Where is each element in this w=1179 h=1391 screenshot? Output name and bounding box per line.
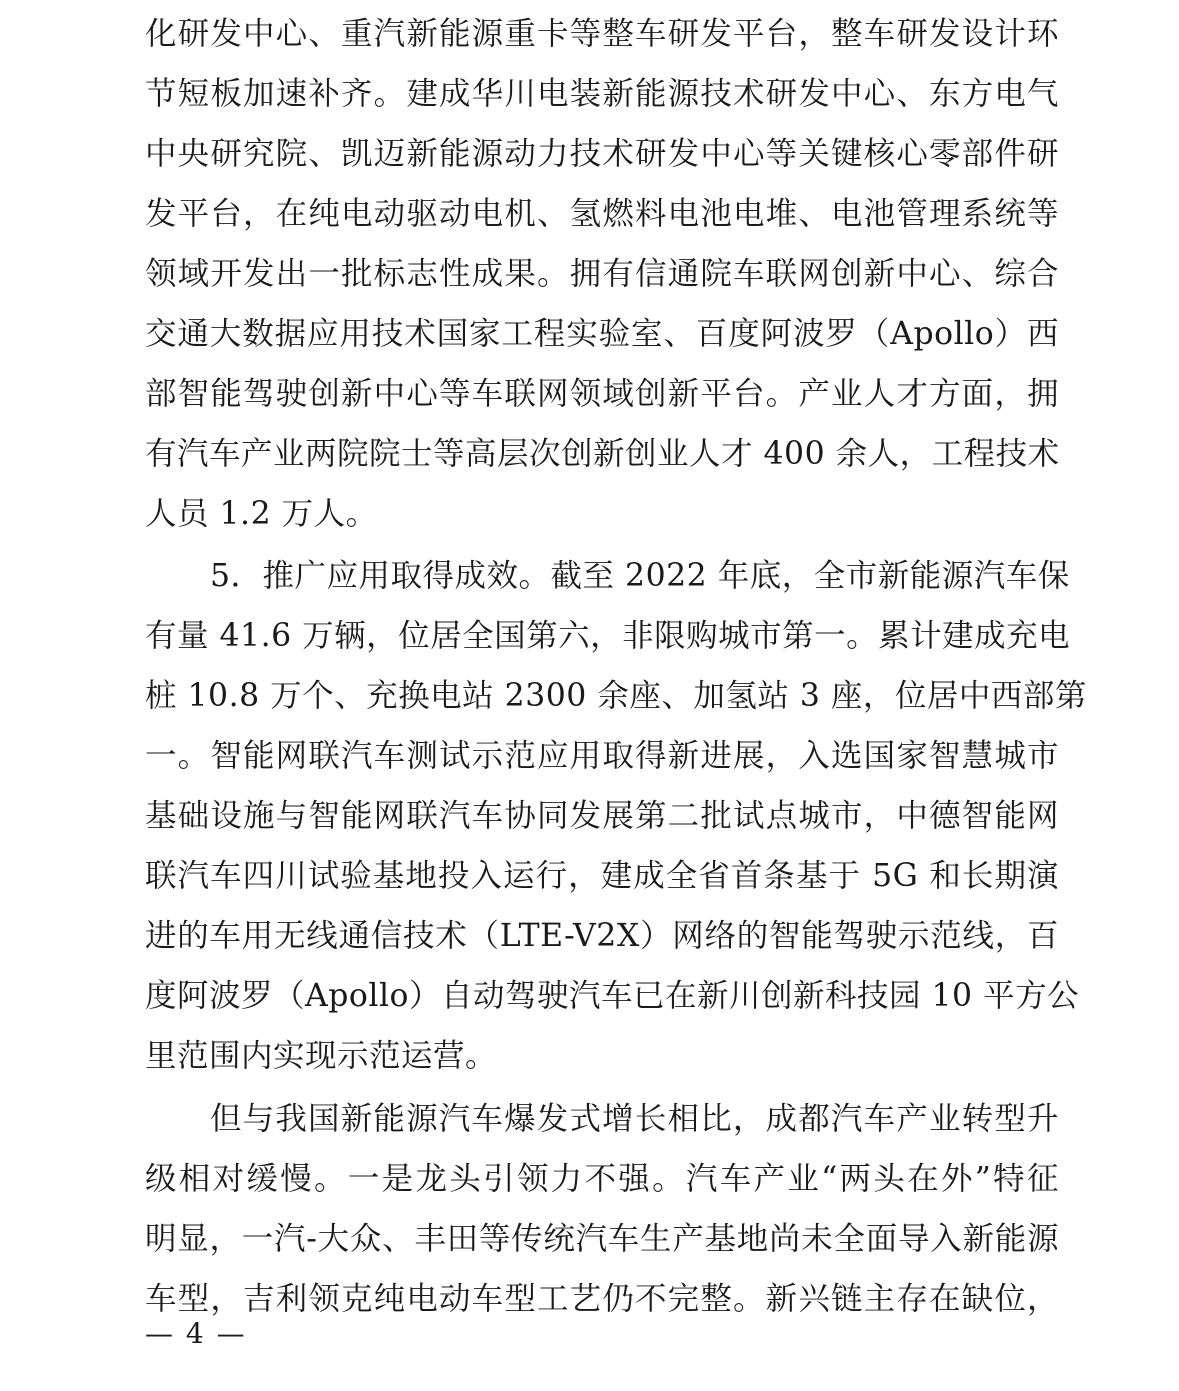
text-line: 部智能驾驶创新中心等车联网领域创新平台。产业人才方面，拥 [145, 376, 1059, 412]
page-number: — 4 — [145, 1317, 247, 1350]
text-line: 有汽车产业两院院士等高层次创新创业人才 400 余人，工程技术 [145, 436, 1060, 472]
text-line: 进的车用无线通信技术（LTE-V2X）网络的智能驾驶示范线，百 [145, 918, 1059, 954]
text-line: 里范围内实现示范运营。 [145, 1038, 498, 1074]
text-line: 交通大数据应用技术国家工程实验室、百度阿波罗（Apollo）西 [145, 316, 1059, 352]
text-line: 发平台，在纯电动驱动电机、氢燃料电池电堆、电池管理系统等 [145, 196, 1059, 232]
text-line: 级相对缓慢。一是龙头引领力不强。汽车产业“两头在外”特征 [145, 1161, 1059, 1197]
text-line: 明显，一汽-大众、丰田等传统汽车生产基地尚未全面导入新能源 [145, 1221, 1059, 1257]
text-line: 中央研究院、凯迈新能源动力技术研发中心等关键核心零部件研 [145, 136, 1059, 172]
paragraph-first-line: 但与我国新能源汽车爆发式增长相比，成都汽车产业转型升 [210, 1101, 1059, 1137]
text-line: 人员 1.2 万人。 [145, 496, 378, 532]
text-line: 基础设施与智能网联汽车协同发展第二批试点城市，中德智能网 [145, 798, 1059, 834]
text-line: 有量 41.6 万辆，位居全国第六，非限购城市第一。累计建成充电 [145, 618, 1071, 654]
text-line: 度阿波罗（Apollo）自动驾驶汽车已在新川创新科技园 10 平方公 [145, 978, 1080, 1014]
text-line: 化研发中心、重汽新能源重卡等整车研发平台，整车研发设计环 [145, 16, 1059, 52]
paragraph-first-line: 5．推广应用取得成效。截至 2022 年底，全市新能源汽车保 [210, 558, 1070, 594]
text-line: 联汽车四川试验基地投入运行，建成全省首条基于 5G 和长期演 [145, 858, 1059, 894]
text-line: 桩 10.8 万个、充换电站 2300 余座、加氢站 3 座，位居中西部第 [145, 678, 1087, 714]
text-line: 车型，吉利领克纯电动车型工艺仍不完整。新兴链主存在缺位， [145, 1281, 1059, 1317]
text-line: 领域开发出一批标志性成果。拥有信通院车联网创新中心、综合 [145, 256, 1059, 292]
text-line: 节短板加速补齐。建成华川电装新能源技术研发中心、东方电气 [145, 76, 1059, 112]
text-line: 一。智能网联汽车测试示范应用取得新进展，入选国家智慧城市 [145, 738, 1059, 774]
